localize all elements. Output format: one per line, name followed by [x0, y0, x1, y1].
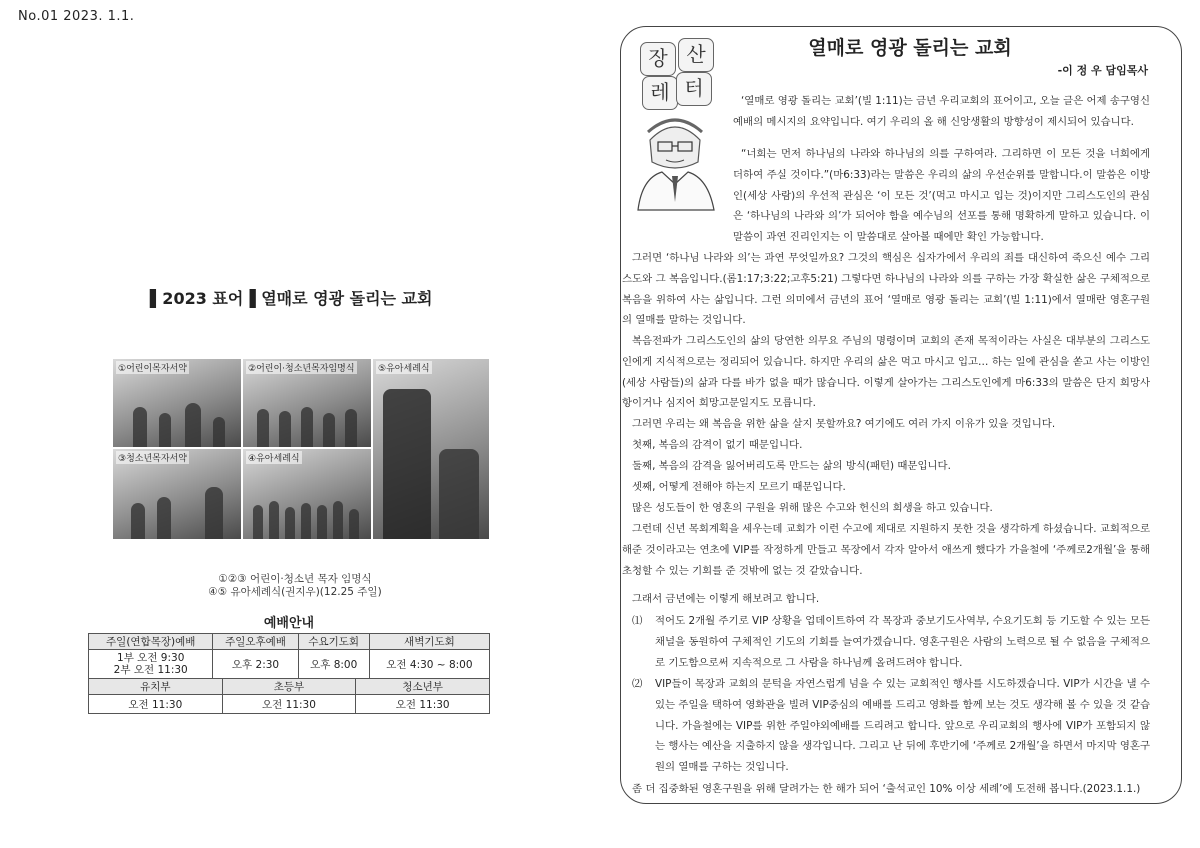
- photo-caption-label: ①어린이목자서약: [116, 361, 189, 374]
- photo-4: [243, 449, 371, 539]
- article-paragraph: 셋째, 어떻게 전해야 하는지 모르기 때문입니다.: [632, 481, 846, 493]
- plan-item: [632, 611, 1150, 673]
- table-cell: 오전 11:30: [89, 695, 223, 714]
- photo-1: [113, 359, 241, 447]
- photo-caption-label: ⑤유아세례식: [376, 361, 432, 374]
- article-paragraph: 첫째, 복음의 감격이 없기 때문입니다.: [632, 439, 803, 451]
- photo-caption: [150, 573, 440, 599]
- photo-caption-line: ①②③ 어린이·청소년 목자 임명식: [218, 573, 372, 585]
- logo-tile: 레: [642, 76, 678, 110]
- table-header: 청소년부: [356, 679, 490, 695]
- article-paragraph: 그러면 우리는 왜 복음을 위한 삶을 살지 못할까요? 여기에도 여러 가지 이유가 있을 것입니다.: [632, 418, 1056, 430]
- worship-schedule: [88, 612, 490, 714]
- department-table: [88, 678, 490, 714]
- table-cell: 오후 8:00: [298, 650, 369, 679]
- plan-item-text: 적어도 2개월 주기로 VIP 상황을 업데이트하여 각 목장과 중보기도사역부, 수요기도회 등 기도할 수 있는 모든 채널을 동원하여 구체적인 기도의 기회를 늘여가겠습니다. 영혼구원은 사람의 노력으로 될 수 없음을 구체적으로 기도함으로써 지속적으로 그 사람을 하나님께 올려드려야 합니다.: [655, 615, 1150, 669]
- table-header: 주일오후예배: [213, 634, 298, 650]
- table-cell: 오후 2:30: [213, 650, 298, 679]
- photo-caption-label: ②어린이·청소년목자임명식: [246, 361, 357, 374]
- article-paragraph: 많은 성도들이 한 영혼의 구원을 위해 많은 수고와 헌신의 희생을 하고 있습니다.: [632, 502, 993, 514]
- article-closing: 좀 더 집중화된 영혼구원을 위해 달려가는 한 해가 되어 ‘출석교인 10% 이상 세례’에 도전해 봅니다.(2023.1.1.): [632, 783, 1141, 795]
- plan-item-text: VIP들이 목장과 교회의 문턱을 자연스럽게 넘을 수 있는 교회적인 행사를 시도하겠습니다. VIP가 시간을 낼 수 있는 주일을 택하여 영화관을 빌려 VIP중심의 예배를 드리고 영화를 함께 보는 것도 생각해 볼 수 있을 것 같습니다. 가을철에는 VIP를 위한 주일야외예배를 드리려고 합니다. 앞으로 우리교회의 행사에 VIP가 포함되지 않는 행사는 예산을 지출하지 않을 생각입니다. 그리고 난 뒤에 후반기에 ‘주께로 2개월’을 하면서 마지막 영혼구원의 열매를 구하는 것입니다.: [655, 678, 1150, 774]
- photo-5: [373, 359, 489, 539]
- article-paragraph: 둘째, 복음의 감격을 잃어버리도록 만드는 삶의 방식(패턴) 때문입니다.: [632, 460, 951, 472]
- plan-item: [632, 674, 1150, 778]
- pastor-portrait: [630, 112, 720, 212]
- plan-item-number: ⑴: [632, 615, 643, 627]
- photo-caption-label: ④유아세례식: [246, 451, 302, 464]
- article-paragraph: “너희는 먼저 하나님의 나라와 하나님의 의를 구하여라. 그리하면 이 모든 것을 너희에게 더하여 주실 것이다.”(마6:33)라는 말씀은 우리의 삶의 우선순위를 말합니다.이 말씀은 이방인(세상 사람)의 우선적 관심은 ‘이 모든 것’(먹고 마시고 입는 것)이지만 그리스도인의 관심은 ‘하나님의 나라와 의’가 되어야 함을 예수님의 선포를 통해 명확하게 말하고 있습니다. 이 말씀이 과연 진리인지는 이 말씀대로 살아볼 때에만 확인 가능합니다.: [733, 148, 1150, 244]
- table-header: 수요기도회: [298, 634, 369, 650]
- table-header: 초등부: [222, 679, 356, 695]
- author: -이 정 우 담임목사: [1057, 64, 1148, 77]
- photo-2: [243, 359, 371, 447]
- worship-table: [88, 633, 490, 679]
- photo-caption-label: ③청소년목자서약: [116, 451, 189, 464]
- issue-header: No.01 2023. 1.1.: [18, 9, 135, 24]
- table-header: 주일(연합목장)예배: [89, 634, 213, 650]
- service-time-2: 2부 오전 11:30: [113, 664, 188, 676]
- article-paragraph: 그런데 신년 목회계획을 세우는데 교회가 이런 수고에 제대로 지원하지 못한 것을 생각하게 하셨습니다. 교회적으로 해준 것이라고는 연초에 VIP를 작정하게 만들고 목장에서 각자 알아서 애쓰게 했다가 가을철에 ‘주께로2개월’을 통해 초청할 수 있는 기회를 준 것밖에 없는 것 같았습니다.: [622, 523, 1150, 577]
- theme-title: ▌2023 표어▐ 열매로 영광 돌리는 교회: [150, 289, 433, 308]
- article-paragraph: 복음전파가 그리스도인의 삶의 당연한 의무요 주님의 명령이며 교회의 존재 목적이라는 사실은 대부분의 그리스도인에게 지식적으로는 정리되어 있습니다. 하지만 우리의 삶은 먹고 마시고 입고… 하는 일에 관심을 쏟고 사는 이방인(세상 사람들)의 삶과 다를 바가 없을 때가 많습니다. 이렇게 살아가는 그리스도인에게 마6:33의 말씀은 단지 희망사항이거나 심지어 희망고문일지도 모릅니다.: [622, 335, 1150, 410]
- plan-item-number: ⑵: [632, 678, 643, 690]
- photo-caption-line: ④⑤ 유아세례식(권지우)(12.25 주일): [208, 586, 382, 598]
- table-header: 새벽기도회: [369, 634, 489, 650]
- service-time-1: 1부 오전 9:30: [117, 652, 185, 664]
- table-cell: [89, 650, 213, 679]
- table-cell: 오전 11:30: [222, 695, 356, 714]
- table-cell: 오전 11:30: [356, 695, 490, 714]
- article-paragraph: 그러면 ‘하나님 나라와 의’는 과연 무엇일까요? 그것의 핵심은 십자가에서 우리의 죄를 대신하여 죽으신 예수 그리스도와 그 복음입니다.(롬1:17;3:22;고후5:21) 그렇다면 하나님의 나라와 의를 구하는 가장 확실한 삶은 구체적으로 복음을 위하여 사는 삶입니다. 그런 의미에서 금년의 표어 ‘열매로 영광 돌리는 교회’(빌 1:11)에서 열매란 영혼구원의 열매를 말하는 것입니다.: [622, 252, 1150, 327]
- logo-tile: 터: [676, 72, 712, 106]
- photo-3: [113, 449, 241, 539]
- article-paragraph: 그래서 금년에는 이렇게 해보려고 합니다.: [632, 593, 820, 605]
- article-title: 열매로 영광 돌리는 교회: [808, 37, 1012, 59]
- table-header: 유치부: [89, 679, 223, 695]
- table-cell: 오전 4:30 ~ 8:00: [369, 650, 489, 679]
- logo-tile: 산: [678, 38, 714, 72]
- article-paragraph: ‘열매로 영광 돌리는 교회’(빌 1:11)는 금년 우리교회의 표어이고, 오늘 글은 어제 송구영신 예배의 메시지의 요약입니다. 여기 우리의 올 해 신앙생활의 방향성이 제시되어 있습니다.: [733, 95, 1150, 128]
- worship-title: 예배안내: [263, 616, 315, 631]
- logo-tile: 장: [640, 42, 676, 76]
